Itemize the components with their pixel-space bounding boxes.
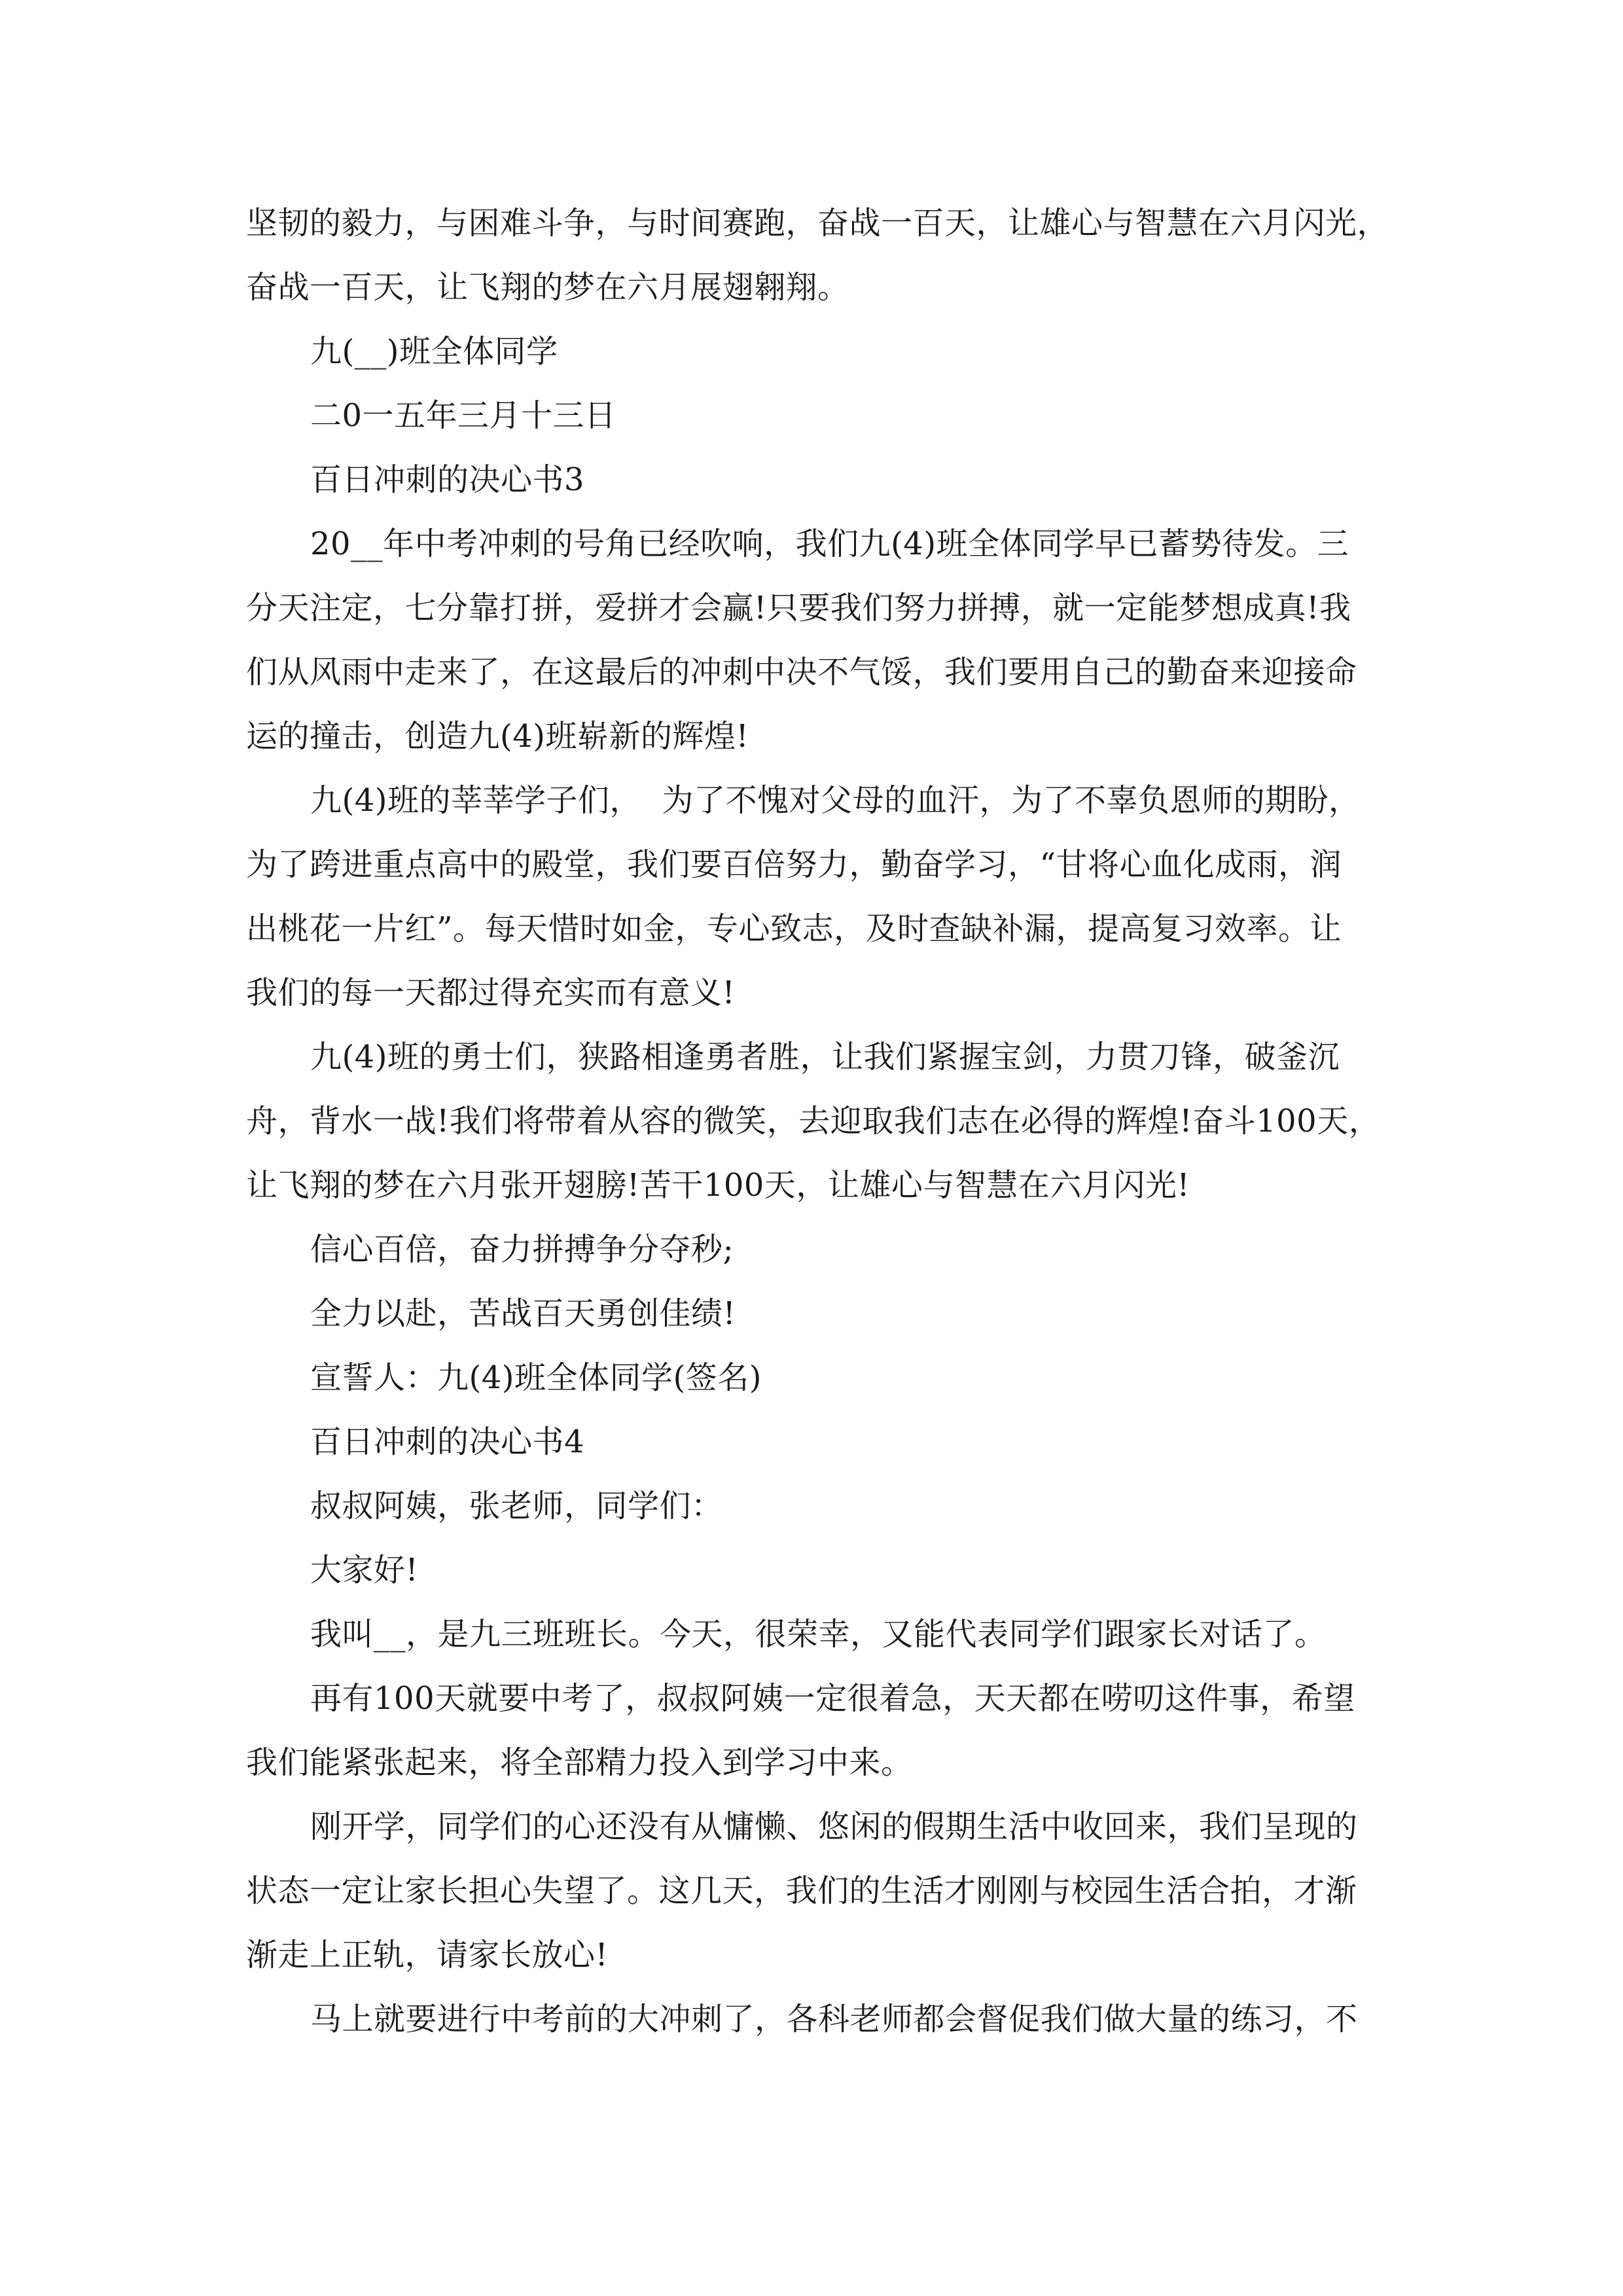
text-line: 百日冲刺的决心书3 xyxy=(310,461,585,498)
text-line: 坚韧的毅力，与困难斗争，与时间赛跑，奋战一百天，让雄心与智慧在六月闪光， xyxy=(246,205,1389,242)
text-line: 马上就要进行中考前的大冲刺了，各科老师都会督促我们做大量的练习，不 xyxy=(310,2001,1358,2037)
text-line: 再有100天就要中考了，叔叔阿姨一定很着急，天天都在唠叨这件事，希望 xyxy=(310,1680,1355,1717)
text-line: 我叫__，是九三班班长。今天，很荣幸，又能代表同学们跟家长对话了。 xyxy=(310,1616,1327,1653)
text-line: 为了跨进重点高中的殿堂，我们要百倍努力，勤奋学习，“甘将心血化成雨，润 xyxy=(246,846,1342,883)
text-line: 们从风雨中走来了，在这最后的冲刺中决不气馁，我们要用自己的勤奋来迎接命 xyxy=(246,654,1357,691)
text-line: 我们能紧张起来，将全部精力投入到学习中来。 xyxy=(246,1744,913,1781)
text-line: 舟，背水一战!我们将带着从容的微笑，去迎取我们志在必得的辉煌!奋斗100天， xyxy=(246,1103,1381,1139)
text-line: 九(4)班的勇士们，狭路相逢勇者胜，让我们紧握宝剑，力贯刀锋，破釜沉 xyxy=(310,1039,1340,1075)
text-line: 宣誓人：九(4)班全体同学(签名) xyxy=(310,1359,762,1396)
text-line: 分天注定，七分靠打拼，爱拼才会赢!只要我们努力拼搏，就一定能梦想成真!我 xyxy=(246,590,1351,626)
text-line: 我们的每一天都过得充实而有意义! xyxy=(246,975,736,1011)
text-line: 出桃花一片红”。每天惜时如金，专心致志，及时查缺补漏，提高复习效率。让 xyxy=(246,910,1342,947)
text-line: 渐走上正轨，请家长放心! xyxy=(246,1937,609,1973)
text-line: 九(__)班全体同学 xyxy=(310,333,558,370)
text-line: 百日冲刺的决心书4 xyxy=(310,1424,585,1460)
document-body xyxy=(246,191,1389,2051)
text-line: 运的撞击，创造九(4)班崭新的辉煌! xyxy=(246,718,749,755)
text-line: 让飞翔的梦在六月张开翅膀!苦干100天，让雄心与智慧在六月闪光! xyxy=(246,1167,1190,1204)
text-line: 大家好! xyxy=(310,1552,419,1588)
text-line: 二0一五年三月十三日 xyxy=(310,397,616,434)
text-line: 叔叔阿姨，张老师，同学们： xyxy=(310,1488,723,1524)
text-line: 九(4)班的莘莘学子们， 为了不愧对父母的血汗，为了不辜负恩师的期盼， xyxy=(310,782,1361,819)
text-line: 20__年中考冲刺的号角已经吹响，我们九(4)班全体同学早已蓄势待发。三 xyxy=(310,526,1349,562)
text-line: 刚开学，同学们的心还没有从慵懒、悠闲的假期生活中收回来，我们呈现的 xyxy=(310,1808,1358,1845)
text-line: 全力以赴，苦战百天勇创佳绩! xyxy=(310,1295,736,1332)
text-line: 奋战一百天，让飞翔的梦在六月展翅翱翔。 xyxy=(246,269,849,306)
text-line: 状态一定让家长担心失望了。这几天，我们的生活才刚刚与校园生活合拍，才渐 xyxy=(246,1873,1357,1909)
text-line: 信心百倍，奋力拼搏争分夺秒; xyxy=(310,1231,734,1268)
